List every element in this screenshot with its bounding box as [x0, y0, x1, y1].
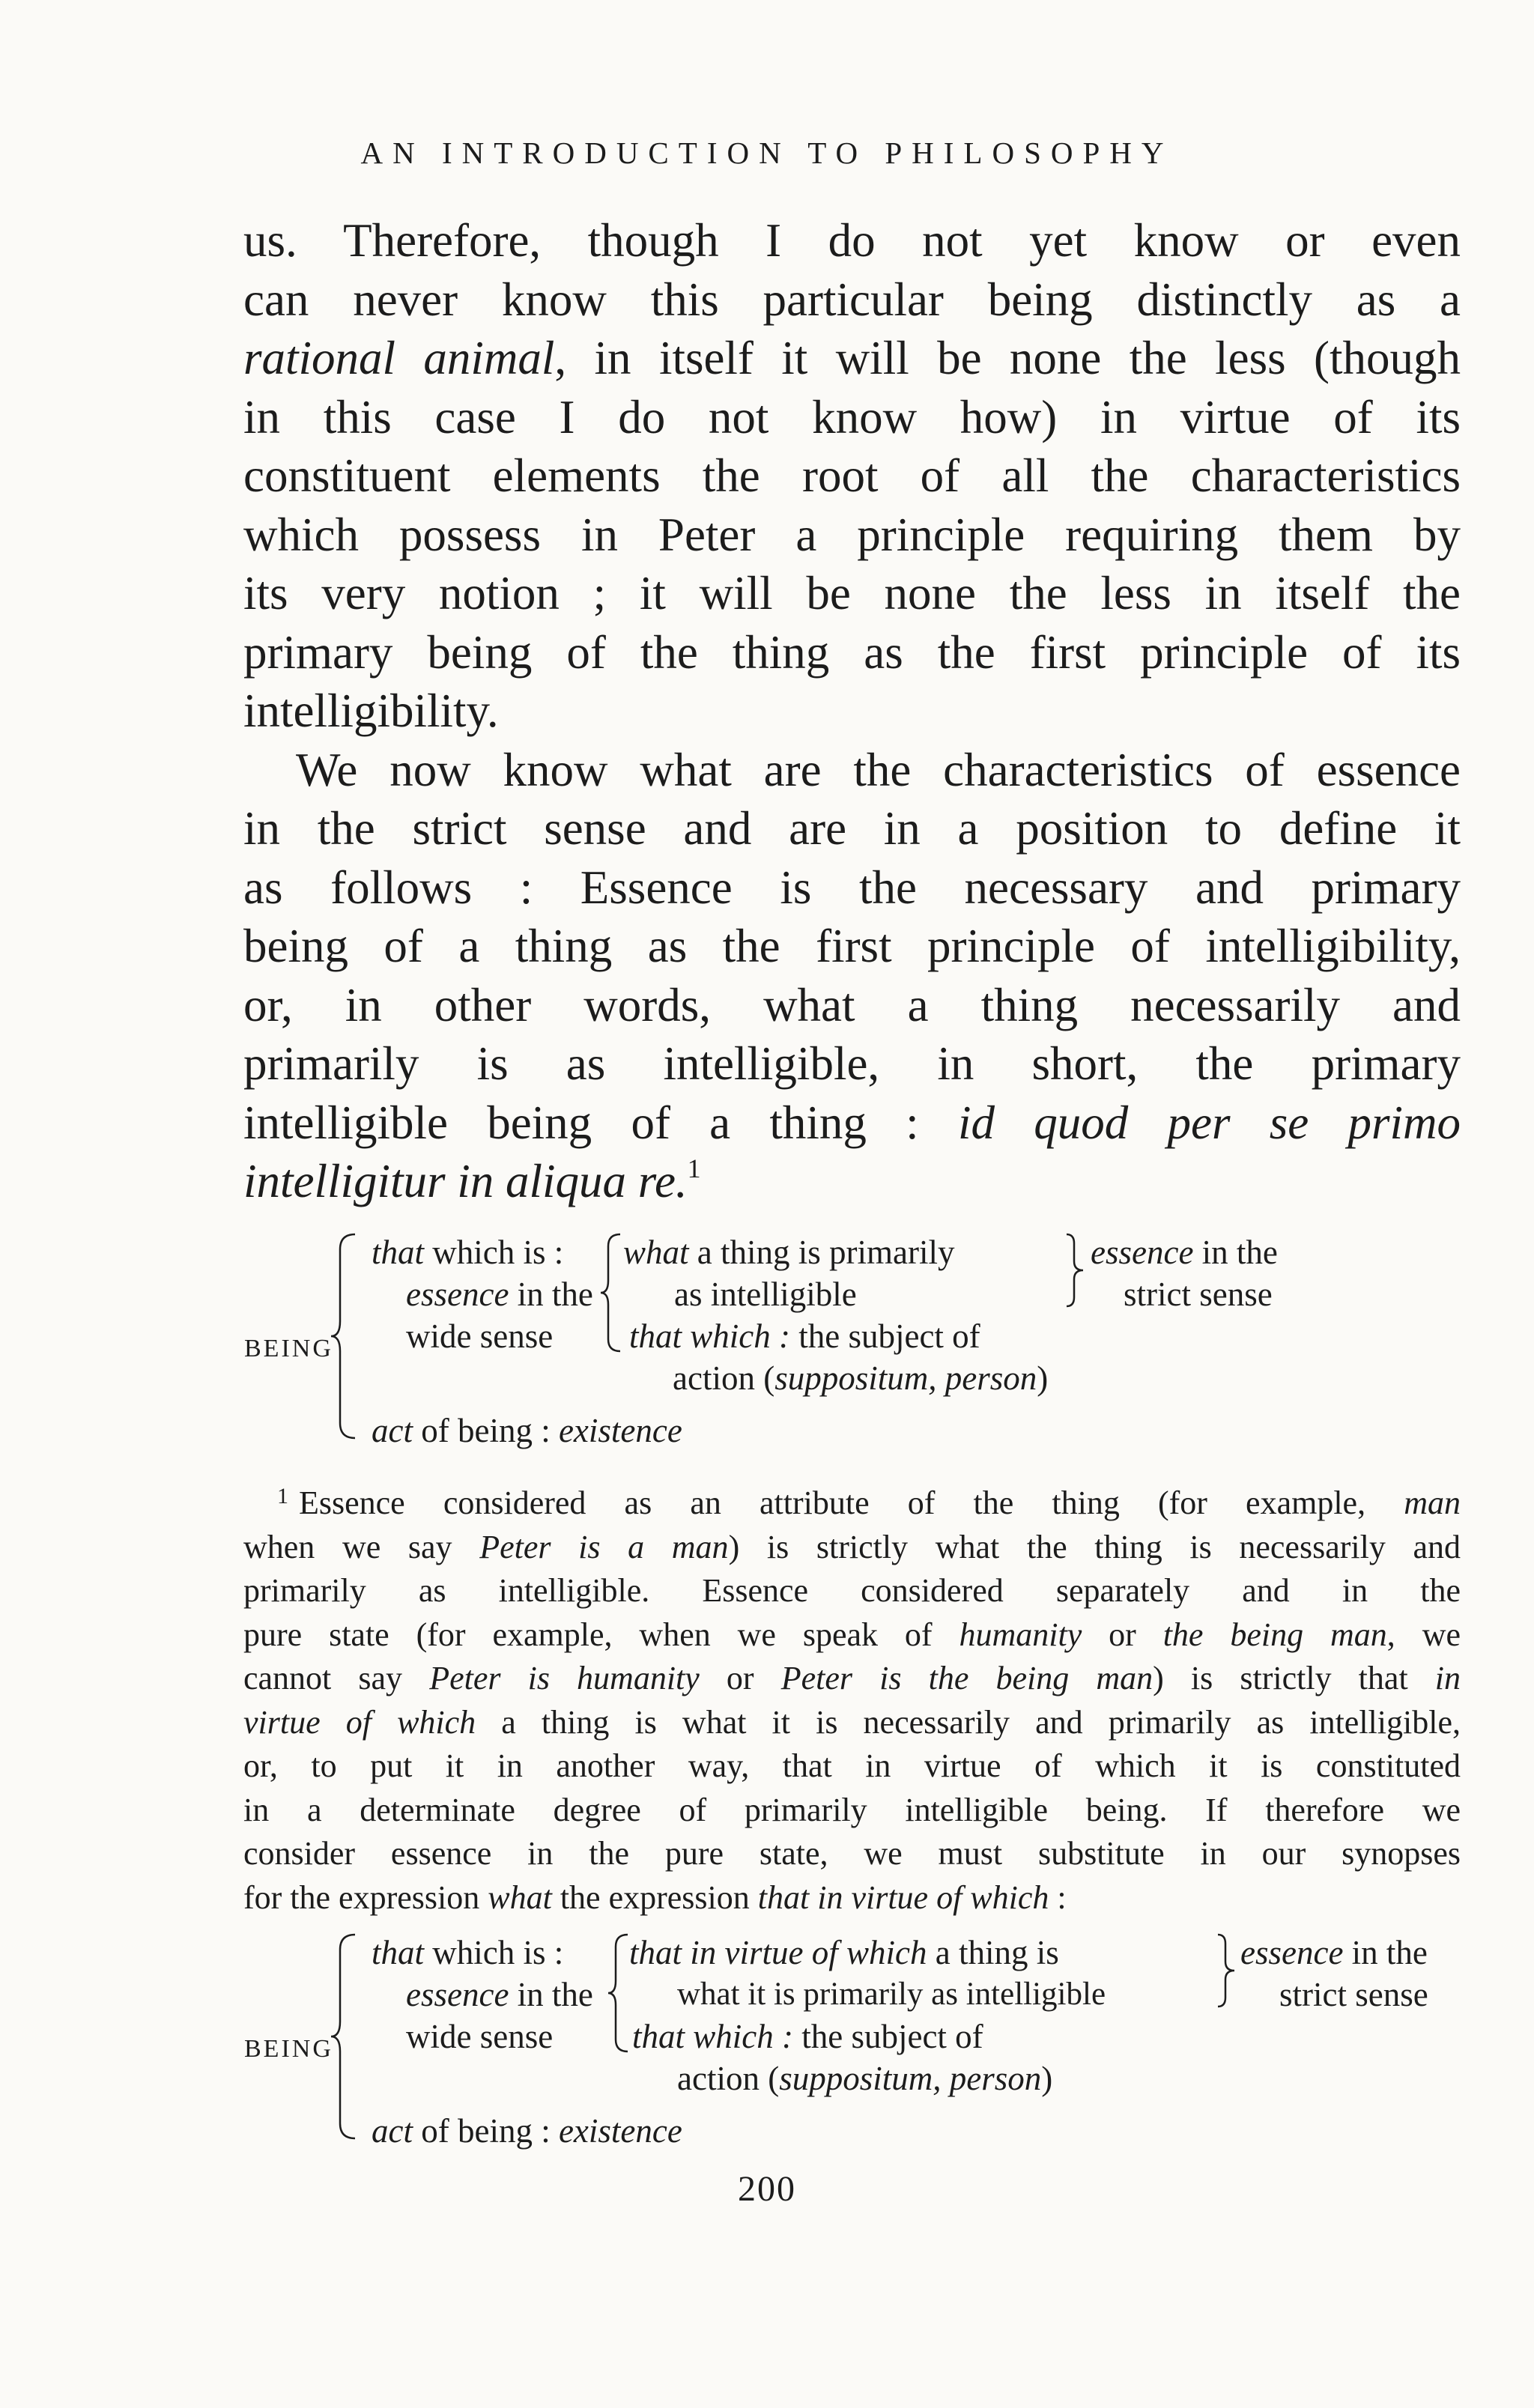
strict-sense: strict sense: [1279, 1976, 1428, 2013]
footnote-line: cannot say Peter is humanity or Peter is the being man) is strictly that in: [243, 1660, 1461, 1696]
act-of-being: act of being : existence: [372, 1412, 682, 1449]
footnote-line: for the expression what the expression that in virtue of which :: [243, 1878, 1067, 1916]
footnote-ref: 1: [687, 1153, 701, 1183]
what-it-is: what it is primarily as intelligible: [677, 1977, 1106, 2012]
running-header: AN INTRODUCTION TO PHILOSOPHY: [360, 136, 1174, 170]
being-label: BEING: [244, 1335, 333, 1362]
text-line: its very notion ; it will be none the less in itself the: [243, 567, 1461, 619]
wide-sense: wide sense: [406, 2018, 554, 2055]
footnote-line: consider essence in the pure state, we must substitute in our synopses: [243, 1835, 1461, 1872]
wide-sense: wide sense: [406, 1317, 554, 1355]
footnote-mark: 1: [277, 1484, 288, 1508]
what-thing-primarily: what a thing is primarily: [623, 1234, 955, 1271]
action-suppositum: action (suppositum, person): [677, 2060, 1053, 2097]
text-line: intelligible being of a thing : id quod per se primo: [243, 1096, 1461, 1149]
synopsis-diagram-1: [240, 1228, 1468, 1449]
action-suppositum: action (suppositum, person): [673, 1359, 1049, 1397]
text-line: can never know this particular being distinctly as a: [243, 273, 1461, 326]
being-brace: [328, 1233, 358, 1440]
strict-brace: [1215, 1933, 1237, 2008]
as-intelligible: as intelligible: [674, 1276, 857, 1313]
footnote-line: or, to put it in another way, that in virtue of which it is constituted: [243, 1747, 1461, 1784]
that-which-subject: that which : the subject of: [629, 1317, 980, 1355]
footnote-line: in a determinate degree of primarily intelligible being. If therefore we: [243, 1791, 1461, 1828]
footnote-line: $^1$ Essence considered as an attribute of the thing (for example, man: [277, 1484, 1461, 1521]
footnote-line: when we say Peter is a man) is strictly what the thing is necessarily and: [243, 1528, 1461, 1565]
footnote-line: virtue of which a thing is what it is necessarily and primarily as intelligible,: [243, 1703, 1461, 1741]
latin-definition: id quod per se primo: [957, 1096, 1461, 1149]
text-line: We now know what are the characteristics of essence: [296, 743, 1461, 796]
being-label: BEING: [244, 2035, 333, 2063]
that-in-virtue-of-which: that in virtue of which a thing is: [629, 1934, 1059, 1971]
text-line: being of a thing as the first principle of intelligibility,: [243, 920, 1461, 972]
essence-strict: essence in the: [1091, 1234, 1278, 1271]
text-line: rational animal, in itself it will be none the less (though: [243, 332, 1461, 384]
essence-brace: [598, 1233, 623, 1353]
essence-brace: [605, 1933, 631, 2053]
strict-brace: [1064, 1233, 1086, 1308]
essence-strict: essence in the: [1240, 1934, 1428, 1971]
text-line: primarily is as intelligible, in short, the primary: [243, 1037, 1461, 1090]
that-which-is: that which is :: [372, 1934, 564, 1971]
text-line: in the strict sense and are in a position to define it: [243, 802, 1461, 855]
strict-sense: strict sense: [1124, 1276, 1273, 1313]
italic-phrase: rational animal: [243, 332, 555, 384]
latin-definition: intelligitur in aliqua re.: [243, 1155, 688, 1207]
text-line: [243, 1152, 1461, 1211]
text-line: as follows : Essence is the necessary and primary: [243, 861, 1461, 914]
text-line: us. Therefore, though I do not yet know or even: [243, 214, 1461, 267]
act-of-being: act of being : existence: [372, 2112, 682, 2150]
text-line: which possess in Peter a principle requiring them by: [243, 508, 1461, 561]
being-brace: [328, 1933, 358, 2140]
footnote-line: pure state (for example, when we speak of humanity or the being man, we: [243, 1616, 1461, 1653]
text-line: in this case I do not know how) in virtue of its: [243, 390, 1461, 443]
that-which-is: that which is :: [372, 1234, 564, 1271]
synopsis-diagram-2: [240, 1929, 1468, 2150]
text-line: intelligibility.: [243, 685, 499, 737]
that-which-subject: that which : the subject of: [632, 2018, 983, 2055]
text-line: or, in other words, what a thing necessarily and: [243, 978, 1461, 1031]
footnote-line: primarily as intelligible. Essence considered separately and in the: [243, 1572, 1461, 1609]
text-line: constituent elements the root of all the characteristics: [243, 449, 1461, 502]
text-line: primary being of the thing as the first principle of its: [243, 625, 1461, 679]
essence-wide: essence in the: [406, 1276, 593, 1313]
body-text: [243, 211, 1461, 1211]
footnote: [243, 1482, 1461, 1920]
essence-wide: essence in the: [406, 1976, 593, 2013]
page-number: 200: [738, 2169, 796, 2209]
